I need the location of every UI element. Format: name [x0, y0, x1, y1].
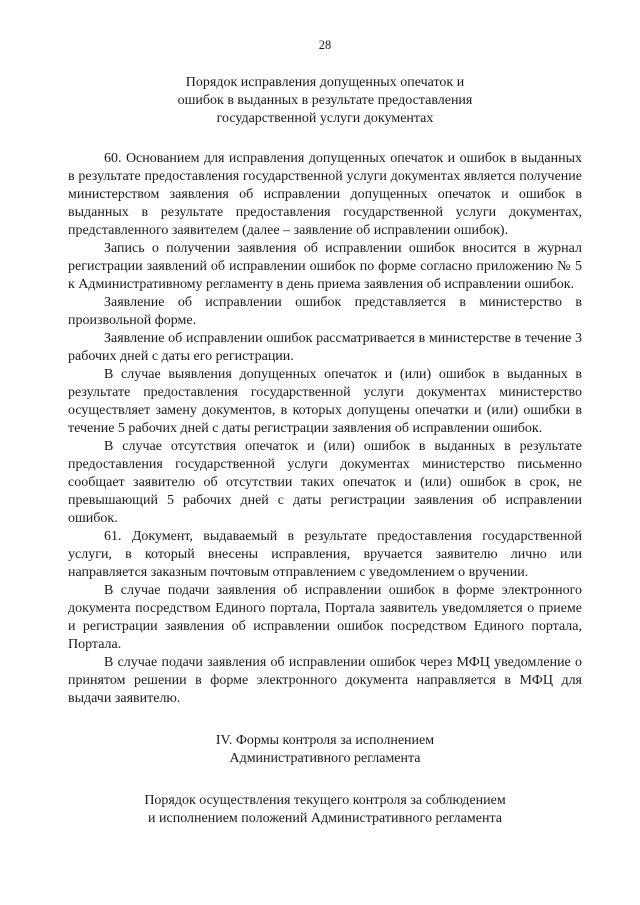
page-number: 28	[318, 38, 332, 52]
heading-line: Порядок исправления допущенных опечаток и	[185, 75, 465, 90]
paragraph: Запись о получении заявления об исправлении ошибок вносится в журнал регистрации заявлений об исправлении ошибок по форме согласно приложению № 5 к Административному регламенту в день приема заявления об исправлении ошибок.	[68, 241, 582, 292]
paragraph: В случае подачи заявления об исправлении ошибок в форме электронного документа посредством Единого портала, Портала заявитель уведомляется о приеме и регистрации заявления об исправлении ошибок посредством Единого портала, Портала.	[68, 583, 582, 652]
paragraph: В случае отсутствия опечаток и (или) ошибок в выданных в результате предоставления государственной услуги документах министерство письменно сообщает заявителю об отсутствии таких опечаток и (или) ошибок в срок, не превышающий 5 рабочих дней с даты регистрации заявления об исправлении ошибок.	[68, 439, 582, 526]
paragraph: Заявление об исправлении ошибок рассматривается в министерстве в течение 3 рабочих дней с даты его регистрации.	[68, 331, 582, 364]
heading-line: ошибок в выданных в результате предоставления	[177, 93, 473, 108]
heading-line: Административного регламента	[229, 751, 421, 766]
paragraph: Заявление об исправлении ошибок представляется в министерство в произвольной форме.	[68, 295, 582, 328]
heading-line: и исполнением положений Административного регламента	[148, 811, 502, 826]
paragraph: В случае выявления допущенных опечаток и (или) ошибок в выданных в результате предоставления государственной услуги документах министерство осуществляет замену документов, в которых допущены опечатки и (или) ошибки в течение 5 рабочих дней с даты регистрации заявления об исправлении ошибок.	[68, 367, 582, 436]
section-heading-corrections	[68, 74, 582, 128]
heading-line: Порядок осуществления текущего контроля за соблюдением	[144, 793, 506, 808]
chapter-heading-control-forms	[68, 732, 582, 768]
heading-line: государственной услуги документах	[216, 111, 434, 126]
section-heading-current-control	[68, 792, 582, 828]
body-text	[68, 150, 582, 708]
paragraph: В случае подачи заявления об исправлении ошибок через МФЦ уведомление о принятом решении в форме электронного документа направляется в МФЦ для выдачи заявителю.	[68, 655, 582, 706]
paragraph-61: 61. Документ, выдаваемый в результате предоставления государственной услуги, в который внесены исправления, вручается заявителю лично или направляется заказным почтовым отправлением с уведомлением о вручении.	[68, 529, 582, 580]
heading-line: IV. Формы контроля за исполнением	[215, 733, 435, 748]
paragraph-60: 60. Основанием для исправления допущенных опечаток и ошибок в выданных в результате предоставления государственной услуги документах является получение министерством заявления об исправлении допущенных опечаток и ошибок в выданных в результате предоставления государственной услуги документах, представленного заявителем (далее – заявление об исправлении ошибок).	[68, 151, 582, 238]
